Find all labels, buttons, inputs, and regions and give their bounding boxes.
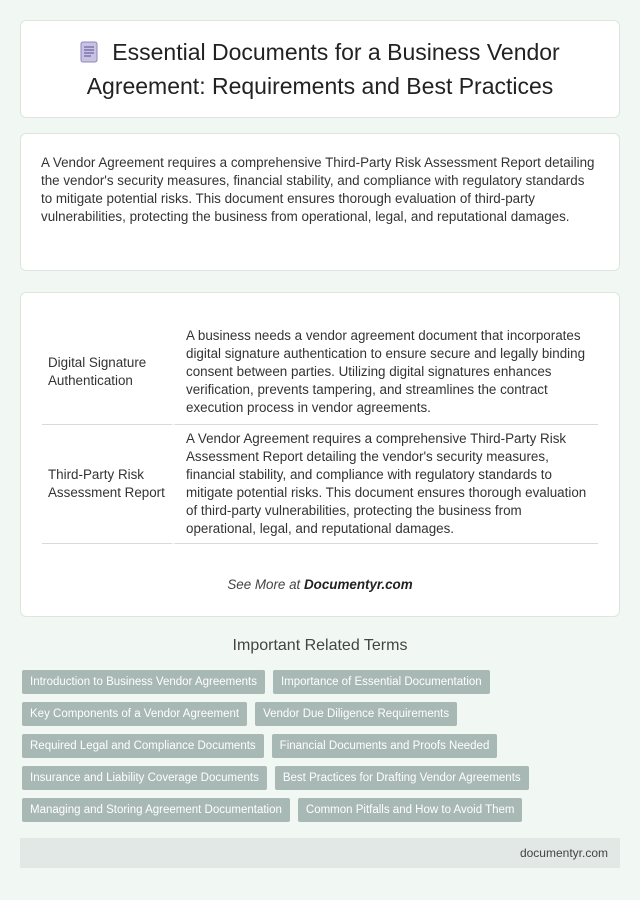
related-terms-title: Important Related Terms bbox=[232, 637, 408, 654]
intro-card bbox=[20, 133, 620, 271]
see-more-link[interactable]: Documentyr.com bbox=[304, 577, 413, 592]
title-card bbox=[20, 20, 620, 118]
related-term-tag[interactable]: Vendor Due Diligence Requirements bbox=[255, 702, 457, 726]
terms-card bbox=[20, 292, 620, 617]
description-cell: A business needs a vendor agreement document that incorporates digital signature authentication to ensure secure and legally binding consent between parties. Utilizing digital signatures enhances verification, prevents tampering, and streamlines the contract execution process in vendor agreements. bbox=[172, 320, 598, 425]
footer bbox=[20, 838, 620, 868]
table-row bbox=[42, 425, 598, 544]
page-title bbox=[21, 37, 619, 102]
document-icon bbox=[80, 40, 98, 71]
related-term-tag[interactable]: Managing and Storing Agreement Documentation bbox=[22, 798, 290, 822]
related-term-tag[interactable]: Required Legal and Compliance Documents bbox=[22, 734, 264, 758]
tag-row bbox=[22, 670, 622, 694]
term-cell: Digital Signature Authentication bbox=[42, 320, 172, 425]
tag-row bbox=[22, 734, 622, 758]
tag-row bbox=[22, 798, 622, 822]
related-terms-tags bbox=[22, 670, 622, 830]
table-row bbox=[42, 320, 598, 425]
related-term-tag[interactable]: Key Components of a Vendor Agreement bbox=[22, 702, 247, 726]
related-term-tag[interactable]: Introduction to Business Vendor Agreements bbox=[22, 670, 265, 694]
tag-row bbox=[22, 766, 622, 790]
footer-site[interactable]: documentyr.com bbox=[519, 846, 608, 860]
see-more bbox=[21, 577, 619, 592]
description-cell: A Vendor Agreement requires a comprehensive Third-Party Risk Assessment Report detailing the vendor's security measures, financial stability, and compliance with regulatory standards to mitigate potential risks. This document ensures thorough evaluation of third-party vulnerabilities, protecting the business from operational, legal, and reputational damages. bbox=[172, 425, 598, 544]
related-term-tag[interactable]: Common Pitfalls and How to Avoid Them bbox=[298, 798, 523, 822]
intro-text: A Vendor Agreement requires a comprehensive Third-Party Risk Assessment Report detailing the vendor's security measures, financial stability, and compliance with regulatory standards to mitigate potential risks. This document ensures thorough evaluation of third-party vulnerabilities, protecting the business from operational, legal, and reputational damages. bbox=[41, 155, 595, 224]
terms-table bbox=[42, 320, 598, 544]
related-term-tag[interactable]: Importance of Essential Documentation bbox=[273, 670, 490, 694]
see-more-prefix: See More at bbox=[227, 577, 304, 592]
tag-row bbox=[22, 702, 622, 726]
page-title-text: Essential Documents for a Business Vendor Agreement: Requirements and Best Practices bbox=[86, 38, 560, 99]
related-term-tag[interactable]: Best Practices for Drafting Vendor Agreements bbox=[275, 766, 529, 790]
related-term-tag[interactable]: Insurance and Liability Coverage Documents bbox=[22, 766, 267, 790]
term-cell: Third-Party Risk Assessment Report bbox=[42, 425, 172, 544]
related-term-tag[interactable]: Financial Documents and Proofs Needed bbox=[272, 734, 498, 758]
